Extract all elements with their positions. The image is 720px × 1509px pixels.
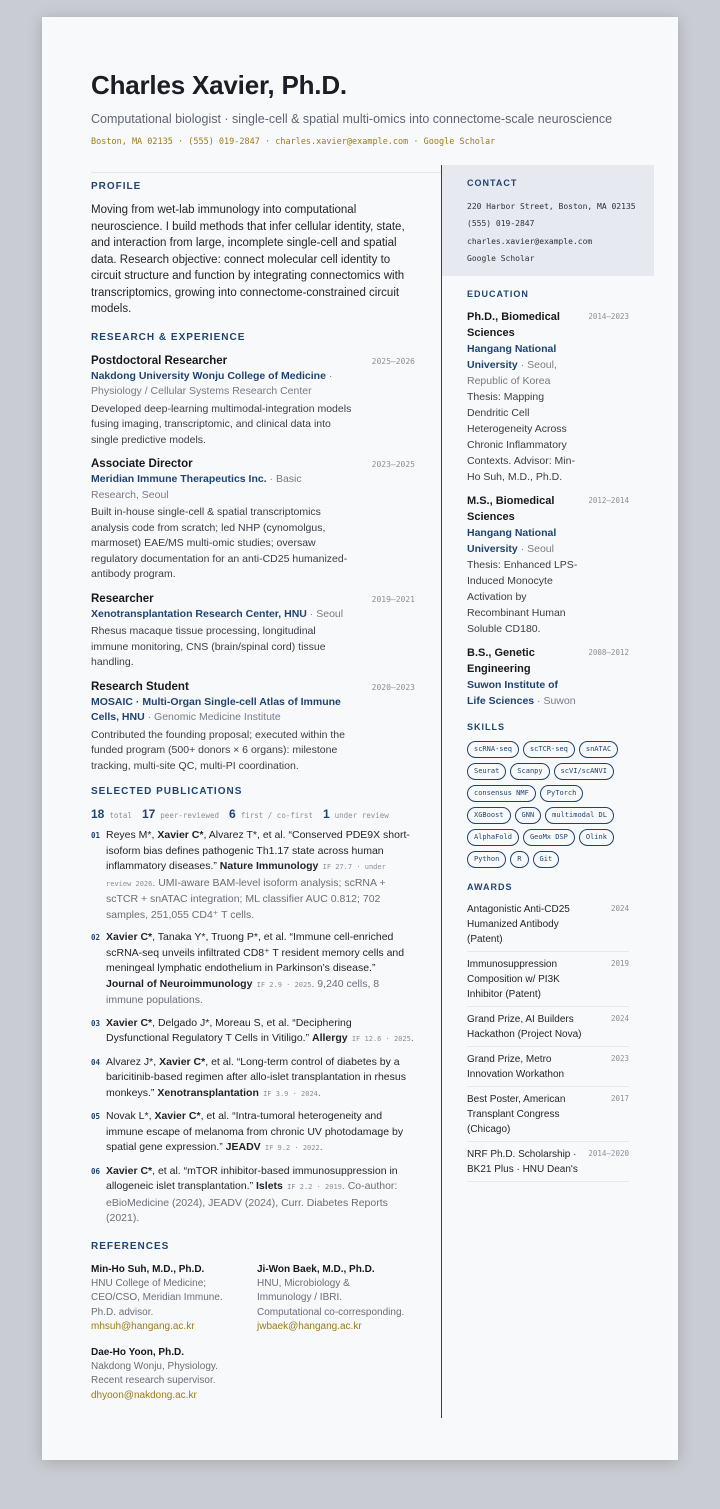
contact-meta-line: Boston, MA 02135 · (555) 019-2847 · charles.xavier@example.com · Google Scholar	[91, 137, 496, 147]
publication-count-label: total	[109, 811, 132, 820]
job-organization-line	[91, 695, 351, 726]
awards-section	[442, 880, 654, 1182]
job-header	[91, 456, 415, 472]
publication-note: . 9,240 cells, 8 immune populations.	[106, 977, 380, 1006]
publication-note: .	[317, 1086, 321, 1099]
job-description: Developed deep-learning multimodal-integration models fusing imaging, transcriptomic, and clinical data into single predictive models.	[91, 402, 352, 446]
reference-description: Nakdong Wonju, Physiology. Recent research supervisor.	[91, 1360, 218, 1386]
publication-impact-factor: IF 27.7 · under review 2026	[106, 863, 386, 888]
publication-number: 06	[91, 1166, 101, 1176]
job-header	[91, 591, 415, 607]
publication-self-author: Xavier C*	[157, 829, 204, 841]
award-entry	[467, 897, 629, 952]
publication-impact-factor: IF 9.2 · 2022	[260, 1144, 320, 1152]
education-degree: B.S., Genetic Engineering	[467, 647, 535, 675]
publication-count: 17	[141, 807, 156, 821]
section-title: PROFILE	[91, 181, 142, 192]
award-name: Grand Prize, AI Builders Hackathon (Project Nova)	[467, 1014, 582, 1040]
publication-journal: Allergy	[312, 1032, 348, 1044]
education-list	[467, 309, 629, 709]
separator: ·	[266, 473, 276, 485]
job-description: Rhesus macaque tissue processing, longitudinal immune monitoring, CNS (brain/spinal cord) tissue handling.	[91, 625, 326, 668]
tagline: Computational biologist · single-cell & spatial multi-omics into connectome-scale neuroscience	[91, 112, 613, 126]
education-institution-line	[467, 677, 579, 709]
separator: ·	[517, 543, 528, 555]
award-date: 2019	[610, 959, 629, 968]
publication-item	[91, 1016, 415, 1048]
publication-count: 18	[91, 807, 105, 821]
skill-tag: scTCR-seq	[523, 741, 575, 758]
job-role: Postdoctoral Researcher	[91, 354, 228, 367]
skill-tag: snATAC	[579, 741, 618, 758]
contact-box	[442, 165, 654, 276]
award-name: Best Poster, American Transplant Congress (Chicago)	[467, 1094, 566, 1135]
award-date: 2024	[610, 904, 629, 913]
separator: ·	[517, 359, 528, 371]
award-date: 2024	[610, 1014, 629, 1023]
job-entry	[91, 353, 415, 449]
contact-phone[interactable]: (555) 019-2847	[467, 219, 535, 229]
publication-list	[91, 828, 415, 1227]
section-title: CONTACT	[467, 178, 518, 188]
experience-section	[91, 331, 415, 775]
education-entry	[467, 309, 629, 485]
publication-authors: , et al.	[200, 1110, 233, 1122]
publication-note: .	[319, 1141, 323, 1153]
job-entry	[91, 456, 415, 583]
education-dates: 2012–2014	[588, 496, 629, 505]
skill-tags	[467, 741, 629, 868]
separator: ·	[325, 369, 333, 382]
separator: ·	[534, 695, 544, 707]
job-organization: Meridian Immune Therapeutics Inc.	[91, 473, 267, 485]
publication-self-author: Xavier C*	[106, 1016, 153, 1029]
job-dates: 2025–2026	[371, 356, 415, 366]
publication-self-author: Xavier C*	[106, 1164, 153, 1177]
publication-journal: Journal of Neuroimmunology	[106, 977, 253, 990]
job-dates: 2020–2023	[371, 682, 415, 692]
contact-address: 220 Harbor Street, Boston, MA 02135	[467, 202, 636, 211]
job-organization: Nakdong University Wonju College of Medicine	[91, 369, 326, 382]
skill-tag: AlphaFold	[467, 829, 519, 846]
education-body	[467, 645, 579, 709]
job-department: Basic Research, Seoul	[91, 473, 302, 501]
education-institution-line	[467, 341, 579, 389]
main-column	[91, 180, 415, 1403]
education-dates: 2008–2012	[588, 648, 629, 657]
job-organization-line	[91, 472, 351, 503]
publication-number: 02	[91, 933, 101, 942]
reference-list	[91, 1262, 415, 1404]
job-organization: Xenotransplantation Research Center, HNU	[91, 607, 307, 620]
education-institution-line	[467, 525, 579, 557]
publication-self-author: Xavier C*	[106, 931, 153, 943]
reference-email[interactable]: dhyoon@nakdong.ac.kr	[91, 1389, 197, 1401]
skill-tag: Scanpy	[510, 763, 549, 780]
resume-header	[91, 67, 629, 149]
publication-impact-factor: IF 3.9 · 2024	[258, 1089, 318, 1098]
education-institution: Hangang National University	[467, 527, 557, 555]
award-entry	[467, 1087, 629, 1142]
education-thesis: Thesis: Mapping Dendritic Cell Heterogeneity Across Chronic Inflammatory Contexts. Advisor: Min-Ho Suh, M.D., Ph.D.	[467, 391, 575, 483]
publication-title: “Deciphering Dysfunctional Regulatory T Cells in Vitiligo.”	[106, 1016, 352, 1044]
publication-authors: , Alvarez T*, et al.	[203, 829, 289, 841]
publication-authors: , et al.	[152, 1164, 184, 1177]
job-department: Genomic Medicine Institute	[154, 711, 281, 723]
education-degree: Ph.D., Biomedical Sciences	[467, 311, 560, 339]
education-dates: 2014–2023	[588, 312, 629, 321]
publication-number: 04	[91, 1057, 101, 1067]
section-title: SELECTED PUBLICATIONS	[91, 786, 243, 797]
section-title: SKILLS	[467, 722, 506, 732]
publication-journal: JEADV	[225, 1141, 261, 1153]
skills-section	[442, 720, 654, 868]
publication-citation	[106, 1164, 415, 1227]
publication-authors: Reyes M*,	[106, 829, 158, 841]
publication-title: “mTOR inhibitor-based immunosuppression in allogeneic islet transplantation.”	[106, 1164, 398, 1192]
education-body	[467, 493, 579, 637]
publication-citation	[106, 1109, 415, 1157]
separator: ·	[144, 711, 155, 723]
resume-page	[42, 17, 678, 1460]
skill-tag: consensus NMF	[467, 785, 536, 802]
award-name: Immunosuppression Composition w/ PI3K Inhibitor (Patent)	[467, 959, 560, 1000]
skill-tag: Seurat	[467, 763, 506, 780]
reference-entry	[91, 1262, 257, 1335]
job-description: Contributed the founding proposal; executed within the funded program (500+ donors × 6 organs): milestone tracking, multi-site QC, multi-PI coordination.	[91, 728, 345, 772]
skill-tag: GNN	[515, 807, 542, 824]
publication-impact-factor: IF 12.6 · 2025	[347, 1035, 411, 1043]
publications-section	[91, 785, 415, 1227]
award-list	[467, 897, 629, 1182]
skill-tag: Git	[533, 851, 560, 868]
publication-citation	[106, 828, 415, 923]
profile-text: Moving from wet-lab immunology into computational neuroscience. I build methods that infer cellular identity, state, and interaction from large, incomplete single-cell and spatial data. Research objective: connect molecular cell identity to circuit structure and function by integrating connectomics with transcriptomics, growing into connectome-constrained circuit models.	[91, 204, 405, 315]
publication-count-label: peer-reviewed	[160, 811, 219, 820]
reference-name: Min-Ho Suh, M.D., Ph.D.	[91, 1263, 205, 1275]
publication-count: 6	[229, 807, 236, 821]
publication-authors: , Tanaka Y*, Truong P*, et al.	[152, 931, 290, 943]
reference-email[interactable]: mhsuh@hangang.ac.kr	[91, 1321, 195, 1332]
award-entry	[467, 1007, 629, 1047]
contact-email[interactable]: charles.xavier@example.com	[467, 236, 593, 246]
section-title: REFERENCES	[91, 1240, 170, 1252]
publication-journal: Nature Immunology	[219, 860, 319, 872]
job-header	[91, 679, 415, 695]
award-name: Grand Prize, Metro Innovation Workathon	[467, 1054, 565, 1080]
skill-tag: Olink	[579, 829, 614, 846]
job-header	[91, 353, 415, 369]
award-date: 2017	[610, 1094, 629, 1103]
publication-authors: Novak L*,	[106, 1110, 155, 1122]
profile-section	[91, 180, 415, 318]
publication-journal: Islets	[256, 1180, 283, 1192]
publication-citation	[106, 930, 415, 1009]
publication-title: “Long-term control of diabetes by a baricitinib-based regimen after allo-islet transplantation in rhesus monkeys.”	[106, 1055, 406, 1099]
education-entry	[467, 645, 629, 709]
publication-count-label: under review	[334, 811, 389, 820]
reference-description: HNU College of Medicine; CEO/CSO, Meridian Immune. Ph.D. advisor.	[91, 1277, 223, 1318]
publication-item	[91, 1055, 415, 1103]
publication-note: . Co-author: eBioMedicine (2024), JEADV (2024), Curr. Diabetes Reports (2021).	[106, 1180, 398, 1224]
section-title: EDUCATION	[467, 289, 529, 299]
reference-entry	[257, 1262, 417, 1335]
references-section	[91, 1240, 415, 1404]
sidebar	[441, 165, 654, 1418]
publication-item	[91, 930, 415, 1009]
education-degree: M.S., Biomedical Sciences	[467, 495, 555, 523]
education-section	[442, 287, 654, 709]
award-entry	[467, 1142, 629, 1182]
publication-impact-factor: IF 2.9 · 2025	[252, 980, 312, 989]
publication-note: .	[410, 1032, 414, 1044]
section-title: RESEARCH & EXPERIENCE	[91, 331, 246, 343]
job-entry	[91, 591, 415, 671]
job-role: Researcher	[91, 592, 154, 605]
publication-title: “Conserved PDE9X short-isoform bias defines pathogenic Th1.17 state across human inflammatory diseases.”	[106, 829, 410, 872]
job-role: Associate Director	[91, 458, 193, 470]
job-organization: MOSAIC · Multi-Organ Single-cell Atlas of Immune Cells, HNU	[91, 695, 341, 723]
publication-count-label: first / co-first	[240, 811, 313, 820]
award-date: 2023	[610, 1054, 629, 1063]
reference-description: HNU, Microbiology & Immunology / IBRI. Computational co-corresponding.	[257, 1277, 405, 1318]
publication-stats	[91, 807, 415, 821]
skill-tag: XGBoost	[467, 807, 511, 824]
candidate-name: Charles Xavier, Ph.D.	[91, 70, 347, 100]
job-role: Research Student	[91, 680, 189, 693]
education-location: Seoul	[527, 543, 554, 555]
award-entry	[467, 952, 629, 1007]
education-location: Seoul, Republic of Korea	[467, 359, 557, 387]
skill-tag: scRNA-seq	[467, 741, 519, 758]
education-body	[467, 309, 579, 485]
publication-count: 1	[322, 807, 330, 821]
publication-title: “Intra-tumoral heterogeneity and immune escape of melanoma from chronic UV photodamage by spatial gene expression.”	[106, 1110, 404, 1153]
job-list	[91, 353, 415, 775]
publication-item	[91, 1164, 415, 1227]
job-organization-line	[91, 369, 351, 400]
publication-journal: Xenotransplantation	[157, 1086, 259, 1099]
publication-authors: Alvarez J*,	[106, 1055, 160, 1068]
publication-item	[91, 1109, 415, 1157]
separator: ·	[306, 607, 317, 620]
reference-entry	[91, 1345, 257, 1404]
job-dates: 2019–2021	[371, 594, 415, 604]
job-organization-line	[91, 607, 351, 623]
skill-tag: GeoMx DSP	[523, 829, 575, 846]
publication-authors: , Delgado J*, Moreau S, et al.	[152, 1016, 293, 1029]
skill-tag: multimodal DL	[545, 807, 614, 824]
job-entry	[91, 679, 415, 775]
reference-email[interactable]: jwbaek@hangang.ac.kr	[257, 1321, 362, 1332]
publication-number: 03	[91, 1018, 101, 1028]
section-title: AWARDS	[467, 882, 513, 892]
skill-tag: R	[510, 851, 528, 868]
publication-title: “Immune cell-enriched scRNA-seq unveils infiltrated CD8⁺ T resident memory cells and meningeal lymphatic endothelium in Parkinson’s disease.”	[106, 931, 405, 974]
award-date: 2014–2020	[588, 1149, 629, 1158]
publication-impact-factor: IF 2.2 · 2019	[282, 1183, 342, 1191]
skill-tag: PyTorch	[540, 785, 584, 802]
publication-citation	[106, 1016, 415, 1048]
job-description: Built in-house single-cell & spatial transcriptomics analysis code from scratch; led NHP (cynomolgus, marmoset) EAE/MS multi-omic studies; oversaw regulatory documentation for an anti-CD25 humanized-antibody program.	[91, 506, 348, 580]
publication-number: 01	[91, 831, 101, 840]
publication-self-author: Xavier C*	[159, 1055, 206, 1068]
publication-note: . UMI-aware BAM-level isoform analysis; scRNA + scTCR + snATAC integration; ML classifier AUC 0.812; 702 samples, 251,055 CD4⁺ T cells.	[106, 876, 386, 921]
publication-authors: , et al.	[205, 1055, 237, 1068]
award-name: NRF Ph.D. Scholarship · BK21 Plus · HNU Dean's	[467, 1149, 578, 1175]
award-name: Antagonistic Anti-CD25 Humanized Antibody (Patent)	[467, 904, 570, 945]
job-department: Physiology / Cellular Systems Research Center	[91, 385, 312, 397]
skill-tag: Python	[467, 851, 506, 868]
publication-item	[91, 828, 415, 923]
publication-self-author: Xavier C*	[154, 1110, 201, 1122]
publication-number: 05	[91, 1112, 101, 1121]
google-scholar-link[interactable]: Google Scholar	[467, 254, 535, 264]
job-dates: 2023–2025	[371, 460, 415, 469]
education-entry	[467, 493, 629, 637]
education-institution: Hangang National University	[467, 343, 557, 371]
award-entry	[467, 1047, 629, 1087]
job-department: Seoul	[316, 607, 344, 620]
reference-name: Ji-Won Baek, M.D., Ph.D.	[257, 1263, 375, 1275]
education-thesis: Thesis: Enhanced LPS-Induced Monocyte Activation by Recombinant Human Soluble CD180.	[467, 559, 578, 635]
education-institution: Suwon Institute of Life Sciences	[467, 679, 558, 707]
reference-name: Dae-Ho Yoon, Ph.D.	[91, 1346, 184, 1358]
education-location: Suwon	[543, 695, 576, 707]
skill-tag: scVI/scANVI	[554, 763, 614, 780]
publication-citation	[106, 1055, 415, 1103]
